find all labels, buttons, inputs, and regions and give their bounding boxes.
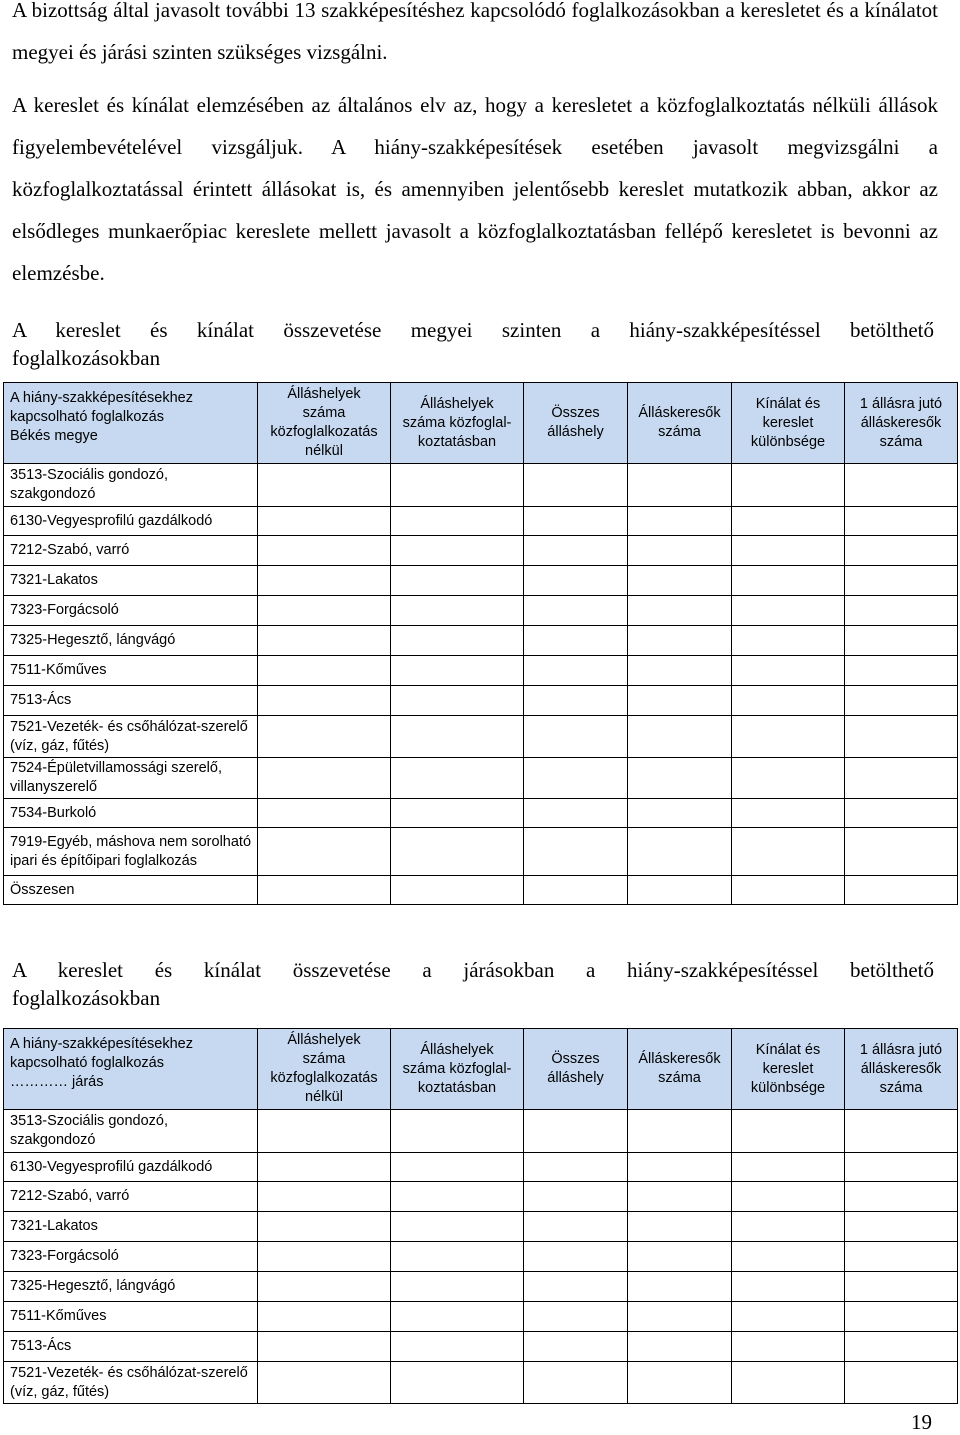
value-cell xyxy=(732,536,845,566)
value-cell xyxy=(391,464,524,507)
value-cell xyxy=(391,1153,524,1182)
value-cell xyxy=(845,828,958,876)
value-cell xyxy=(391,626,524,656)
value-cell xyxy=(628,716,732,758)
value-cell xyxy=(258,828,391,876)
value-cell xyxy=(845,1212,958,1242)
value-cell xyxy=(258,626,391,656)
occupation-cell: 7323-Forgácsoló xyxy=(4,1242,258,1272)
value-cell xyxy=(732,1182,845,1212)
value-cell xyxy=(845,507,958,536)
column-header: Kínálat és kereslet különbsége xyxy=(732,383,845,464)
value-cell xyxy=(258,716,391,758)
value-cell xyxy=(524,1110,628,1153)
table-row xyxy=(4,799,958,828)
value-cell xyxy=(524,596,628,626)
column-header: Összes álláshely xyxy=(524,383,628,464)
table-row xyxy=(4,1110,958,1153)
value-cell xyxy=(845,626,958,656)
value-cell xyxy=(258,686,391,716)
district-table-heading xyxy=(12,956,934,1012)
page-number: 19 xyxy=(911,1410,932,1434)
value-cell xyxy=(391,1242,524,1272)
value-cell xyxy=(524,1212,628,1242)
value-cell xyxy=(732,876,845,905)
value-cell xyxy=(391,828,524,876)
column-header: Kínálat és kereslet különbsége xyxy=(732,1029,845,1110)
header-occupation xyxy=(4,383,258,464)
value-cell xyxy=(628,507,732,536)
table-row xyxy=(4,1302,958,1332)
column-header: 1 állásra jutó álláskeresők száma xyxy=(845,1029,958,1110)
value-cell xyxy=(732,596,845,626)
value-cell xyxy=(391,1272,524,1302)
header-occupation xyxy=(4,1029,258,1110)
value-cell xyxy=(628,566,732,596)
value-cell xyxy=(391,716,524,758)
value-cell xyxy=(258,1110,391,1153)
value-cell xyxy=(391,1332,524,1362)
occupation-cell: 7321-Lakatos xyxy=(4,1212,258,1242)
occupation-cell: 6130-Vegyesprofilú gazdálkodó xyxy=(4,1153,258,1182)
value-cell xyxy=(258,1182,391,1212)
value-cell xyxy=(391,656,524,686)
value-cell xyxy=(391,1212,524,1242)
header-line: A hiány-szakképesítésekhez xyxy=(10,390,193,406)
value-cell xyxy=(845,799,958,828)
column-header: 1 állásra jutó álláskeresők száma xyxy=(845,383,958,464)
table-header-row xyxy=(4,1029,958,1110)
table-row xyxy=(4,686,958,716)
district-table xyxy=(3,1028,958,1404)
value-cell xyxy=(732,656,845,686)
value-cell xyxy=(258,596,391,626)
value-cell xyxy=(845,1362,958,1404)
occupation-cell: 3513-Szociális gondozó, szakgondozó xyxy=(4,464,258,507)
value-cell xyxy=(732,464,845,507)
value-cell xyxy=(524,626,628,656)
occupation-cell: 7511-Kőműves xyxy=(4,1302,258,1332)
value-cell xyxy=(524,566,628,596)
value-cell xyxy=(524,1242,628,1272)
value-cell xyxy=(732,626,845,656)
value-cell xyxy=(524,464,628,507)
value-cell xyxy=(258,1212,391,1242)
county-table xyxy=(3,382,958,905)
table-row xyxy=(4,1153,958,1182)
value-cell xyxy=(732,758,845,799)
column-header: Összes álláshely xyxy=(524,1029,628,1110)
value-cell xyxy=(391,1302,524,1332)
value-cell xyxy=(732,686,845,716)
value-cell xyxy=(845,656,958,686)
value-cell xyxy=(391,507,524,536)
table-row xyxy=(4,566,958,596)
value-cell xyxy=(628,536,732,566)
value-cell xyxy=(732,1153,845,1182)
table-row xyxy=(4,876,958,905)
county-table-heading xyxy=(12,316,934,372)
value-cell xyxy=(628,1242,732,1272)
value-cell xyxy=(391,799,524,828)
table-row xyxy=(4,716,958,758)
value-cell xyxy=(845,716,958,758)
value-cell xyxy=(845,758,958,799)
value-cell xyxy=(845,686,958,716)
occupation-cell: 7513-Ács xyxy=(4,1332,258,1362)
column-header: Álláshelyek száma közfoglal-koztatásban xyxy=(391,383,524,464)
occupation-cell: 7524-Épületvillamossági szerelő, villanyszerelő xyxy=(4,758,258,799)
value-cell xyxy=(732,1212,845,1242)
occupation-cell: Összesen xyxy=(4,876,258,905)
table-row xyxy=(4,626,958,656)
table-row xyxy=(4,1182,958,1212)
value-cell xyxy=(628,1332,732,1362)
intro-paragraph: A bizottság által javasolt további 13 szakképesítéshez kapcsolódó foglalkozásokban a keresletet és a kínálatot megyei és járási szinten szükséges vizsgálni. xyxy=(12,0,938,64)
value-cell xyxy=(524,828,628,876)
value-cell xyxy=(845,596,958,626)
value-cell xyxy=(628,626,732,656)
value-cell xyxy=(391,758,524,799)
header-line: Békés megye xyxy=(10,428,98,444)
table-row xyxy=(4,536,958,566)
value-cell xyxy=(845,1272,958,1302)
value-cell xyxy=(732,1110,845,1153)
value-cell xyxy=(524,758,628,799)
table-row xyxy=(4,464,958,507)
value-cell xyxy=(524,536,628,566)
value-cell xyxy=(732,828,845,876)
header-line: kapcsolható foglalkozás xyxy=(10,1055,164,1071)
value-cell xyxy=(628,1182,732,1212)
table-row xyxy=(4,656,958,686)
table-row xyxy=(4,1362,958,1404)
table-row xyxy=(4,1332,958,1362)
value-cell xyxy=(845,464,958,507)
value-cell xyxy=(628,758,732,799)
value-cell xyxy=(258,1332,391,1362)
value-cell xyxy=(391,686,524,716)
column-header: Álláshelyek száma közfoglalkozatás nélkül xyxy=(258,1029,391,1110)
occupation-cell: 7521-Vezeték- és csőhálózat-szerelő (víz, gáz, fűtés) xyxy=(4,1362,258,1404)
value-cell xyxy=(628,464,732,507)
value-cell xyxy=(258,799,391,828)
value-cell xyxy=(258,507,391,536)
heading-line: A kereslet és kínálat összevetése megyei szinten a hiány-szakképesítéssel betölthető xyxy=(12,318,934,342)
value-cell xyxy=(524,799,628,828)
value-cell xyxy=(391,1110,524,1153)
table-header-row xyxy=(4,383,958,464)
header-line: ………… járás xyxy=(10,1074,104,1090)
value-cell xyxy=(732,1362,845,1404)
heading-line: A kereslet és kínálat összevetése a járásokban a hiány-szakképesítéssel betölthető xyxy=(12,958,934,982)
value-cell xyxy=(391,596,524,626)
column-header: Álláshelyek száma közfoglal-koztatásban xyxy=(391,1029,524,1110)
value-cell xyxy=(628,1212,732,1242)
value-cell xyxy=(258,536,391,566)
value-cell xyxy=(845,566,958,596)
heading-line: foglalkozásokban xyxy=(12,986,161,1010)
occupation-cell: 7321-Lakatos xyxy=(4,566,258,596)
table-row xyxy=(4,828,958,876)
value-cell xyxy=(845,1242,958,1272)
occupation-cell: 7323-Forgácsoló xyxy=(4,596,258,626)
value-cell xyxy=(845,1332,958,1362)
occupation-cell: 7534-Burkoló xyxy=(4,799,258,828)
value-cell xyxy=(845,1302,958,1332)
value-cell xyxy=(628,686,732,716)
value-cell xyxy=(524,656,628,686)
value-cell xyxy=(732,1272,845,1302)
value-cell xyxy=(628,876,732,905)
value-cell xyxy=(258,1362,391,1404)
occupation-cell: 7325-Hegesztő, lángvágó xyxy=(4,1272,258,1302)
value-cell xyxy=(258,758,391,799)
column-header: Álláshelyek száma közfoglalkozatás nélkül xyxy=(258,383,391,464)
value-cell xyxy=(732,507,845,536)
value-cell xyxy=(524,1362,628,1404)
value-cell xyxy=(258,1272,391,1302)
occupation-cell: 6130-Vegyesprofilú gazdálkodó xyxy=(4,507,258,536)
value-cell xyxy=(845,876,958,905)
value-cell xyxy=(732,1302,845,1332)
value-cell xyxy=(391,1182,524,1212)
occupation-cell: 3513-Szociális gondozó, szakgondozó xyxy=(4,1110,258,1153)
value-cell xyxy=(628,1302,732,1332)
value-cell xyxy=(258,464,391,507)
value-cell xyxy=(391,876,524,905)
table-row xyxy=(4,1242,958,1272)
value-cell xyxy=(391,536,524,566)
occupation-cell: 7212-Szabó, varró xyxy=(4,1182,258,1212)
value-cell xyxy=(524,1182,628,1212)
value-cell xyxy=(258,876,391,905)
value-cell xyxy=(628,1272,732,1302)
occupation-cell: 7511-Kőműves xyxy=(4,656,258,686)
value-cell xyxy=(628,1153,732,1182)
header-line: kapcsolható foglalkozás xyxy=(10,409,164,425)
table-row xyxy=(4,1272,958,1302)
occupation-cell: 7513-Ács xyxy=(4,686,258,716)
value-cell xyxy=(845,1182,958,1212)
value-cell xyxy=(732,1332,845,1362)
occupation-cell: 7212-Szabó, varró xyxy=(4,536,258,566)
value-cell xyxy=(628,828,732,876)
column-header: Álláskeresők száma xyxy=(628,1029,732,1110)
value-cell xyxy=(845,1153,958,1182)
occupation-cell: 7325-Hegesztő, lángvágó xyxy=(4,626,258,656)
value-cell xyxy=(258,656,391,686)
value-cell xyxy=(258,1153,391,1182)
value-cell xyxy=(732,1242,845,1272)
value-cell xyxy=(628,1362,732,1404)
value-cell xyxy=(524,1272,628,1302)
value-cell xyxy=(258,1242,391,1272)
table-row xyxy=(4,758,958,799)
value-cell xyxy=(845,536,958,566)
value-cell xyxy=(524,876,628,905)
value-cell xyxy=(732,799,845,828)
table-row xyxy=(4,1212,958,1242)
value-cell xyxy=(628,1110,732,1153)
column-header: Álláskeresők száma xyxy=(628,383,732,464)
table-row xyxy=(4,507,958,536)
value-cell xyxy=(524,686,628,716)
occupation-cell: 7521-Vezeték- és csőhálózat-szerelő (víz, gáz, fűtés) xyxy=(4,716,258,758)
analysis-paragraph: A kereslet és kínálat elemzésében az általános elv az, hogy a keresletet a közfoglalkoztatás nélküli állások figyelembevételével vizsgáljuk. A hiány-szakképesítések esetében javasolt megvizsgálni a közfoglalkoztatással érintett állásokat is, és amennyiben jelentősebb kereslet mutatkozik abban, akkor az elsődleges munkaerőpiac kereslete mellett javasolt a közfoglalkoztatásban fellépő keresletet is bevonni az elemzésbe. xyxy=(12,93,938,285)
value-cell xyxy=(258,566,391,596)
value-cell xyxy=(258,1302,391,1332)
value-cell xyxy=(524,1332,628,1362)
value-cell xyxy=(391,1362,524,1404)
value-cell xyxy=(628,799,732,828)
value-cell xyxy=(628,656,732,686)
value-cell xyxy=(524,716,628,758)
header-line: A hiány-szakképesítésekhez xyxy=(10,1036,193,1052)
value-cell xyxy=(524,1153,628,1182)
value-cell xyxy=(732,566,845,596)
value-cell xyxy=(391,566,524,596)
value-cell xyxy=(845,1110,958,1153)
value-cell xyxy=(732,716,845,758)
heading-line: foglalkozásokban xyxy=(12,346,161,370)
occupation-cell: 7919-Egyéb, máshova nem sorolható ipari és építőipari foglalkozás xyxy=(4,828,258,876)
value-cell xyxy=(524,1302,628,1332)
value-cell xyxy=(628,596,732,626)
value-cell xyxy=(524,507,628,536)
table-row xyxy=(4,596,958,626)
